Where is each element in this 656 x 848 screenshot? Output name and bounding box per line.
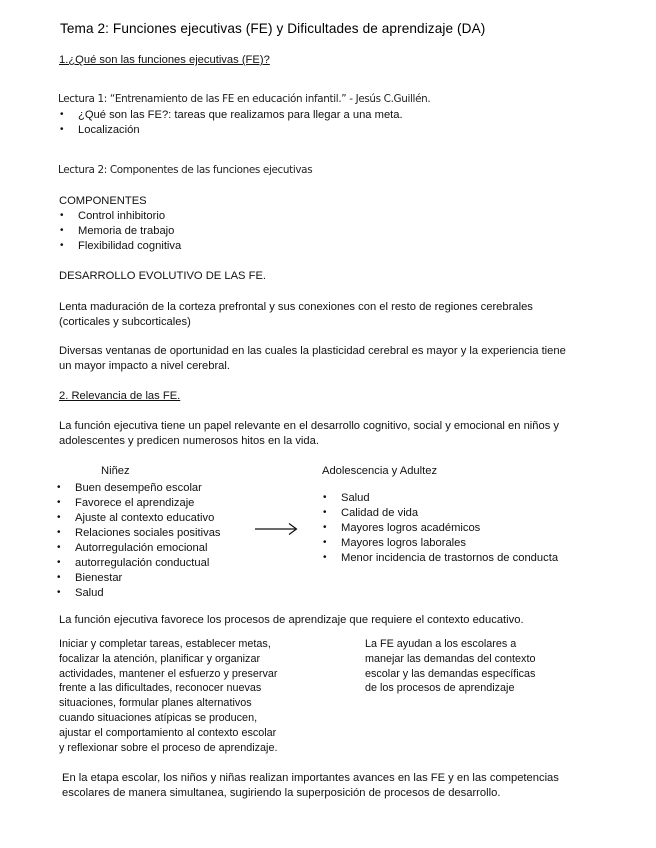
favorece-sentence: La función ejecutiva favorece los procesos de aprendizaje que requiere el contexto educativo. — [59, 614, 524, 626]
text-line: En la etapa escolar, los niños y niñas realizan importantes avances en las FE y en las competencias — [62, 772, 559, 784]
desarrollo-heading: DESARROLLO EVOLUTIVO DE LAS FE. — [59, 270, 267, 282]
text-line: Diversas ventanas de oportunidad en las cuales la plasticidad cerebral es mayor y la experiencia tiene — [59, 345, 566, 357]
text-line: escolar y las demandas específicas — [365, 667, 536, 680]
list-item: • Calidad de vida — [322, 506, 558, 521]
page-title: Tema 2: Funciones ejecutivas (FE) y Dificultades de aprendizaje (DA) — [60, 21, 486, 36]
text-line: focalizar la atención, planificar y organizar — [59, 652, 261, 665]
list-item: • Relaciones sociales positivas — [56, 526, 221, 541]
text-line: Iniciar y completar tareas, establecer metas, — [59, 638, 271, 650]
list-item: • Bienestar — [56, 571, 221, 586]
desarrollo-paragraph-1 — [59, 300, 533, 330]
text-line: adolescentes y predicen numerosos hitos en la vida. — [59, 434, 319, 447]
componentes-list — [59, 209, 181, 254]
list-item: • Mayores logros académicos — [322, 521, 558, 536]
list-item: • Salud — [56, 586, 221, 601]
text-line: escolares de manera simultanea, sugiriendo la superposición de procesos de desarrollo. — [62, 786, 501, 799]
text-line: Lenta maduración de la corteza prefrontal y sus conexiones con el resto de regiones cerebrales — [59, 301, 533, 313]
section2-heading: 2. Relevancia de las FE. — [59, 390, 181, 402]
componentes-heading: COMPONENTES — [59, 195, 147, 207]
list-item: • Memoria de trabajo — [59, 224, 181, 239]
right-arrow-icon — [255, 522, 299, 536]
list-item: • Mayores logros laborales — [322, 536, 558, 551]
text-line: de los procesos de aprendizaje — [365, 682, 515, 695]
list-item: • Buen desempeño escolar — [56, 481, 221, 496]
ninez-list — [56, 481, 221, 601]
text-line: actividades, mantener el esfuerzo y preservar — [59, 667, 278, 680]
list-item: • Ajuste al contexto educativo — [56, 511, 221, 526]
text-line: La FE ayudan a los escolares a — [365, 638, 517, 650]
final-paragraph — [62, 771, 559, 801]
list-item: • autorregulación conductual — [56, 556, 221, 571]
text-line: cuando situaciones atípicas se producen, — [59, 711, 258, 724]
text-line: ajustar el comportamiento al contexto escolar — [59, 726, 277, 739]
text-line: (corticales y subcorticales) — [59, 315, 191, 328]
text-line: y reflexionar sobre el proceso de aprendizaje. — [59, 741, 278, 754]
lectura2-label: Lectura 2: Componentes de las funciones ejecutivas — [58, 164, 313, 176]
list-item: • Menor incidencia de trastornos de conducta — [322, 551, 558, 566]
adolescencia-title: Adolescencia y Adultez — [322, 465, 438, 477]
list-item: • Localización — [59, 123, 403, 138]
section1-heading: 1.¿Qué son las funciones ejecutivas (FE)? — [59, 54, 270, 66]
adolescencia-list — [322, 491, 558, 566]
text-line: frente a las dificultades, reconocer nuevas — [59, 682, 262, 695]
fe-bullets — [59, 108, 403, 138]
list-item: • Control inhibitorio — [59, 209, 181, 224]
list-item: • ¿Qué son las FE?: tareas que realizamos para llegar a una meta. — [59, 108, 403, 123]
relevancia-intro — [59, 419, 559, 449]
text-line: situaciones, formular planes alternativos — [59, 697, 252, 710]
list-item: • Flexibilidad cognitiva — [59, 239, 181, 254]
list-item: • Favorece el aprendizaje — [56, 496, 221, 511]
left-column-text — [59, 637, 277, 755]
text-line: manejar las demandas del contexto — [365, 652, 536, 665]
list-item: • Salud — [322, 491, 558, 506]
lectura1-label: Lectura 1: “Entrenamiento de las FE en educación infantil.” - Jesús C.Guillén. — [58, 93, 431, 105]
desarrollo-paragraph-2 — [59, 344, 566, 374]
text-line: un mayor impacto a nivel cerebral. — [59, 359, 230, 372]
list-item: • Autorregulación emocional — [56, 541, 221, 556]
right-column-text — [365, 637, 535, 696]
text-line: La función ejecutiva tiene un papel relevante en el desarrollo cognitivo, social y emocional en niños y — [59, 420, 560, 432]
ninez-title: Niñez — [101, 465, 130, 477]
